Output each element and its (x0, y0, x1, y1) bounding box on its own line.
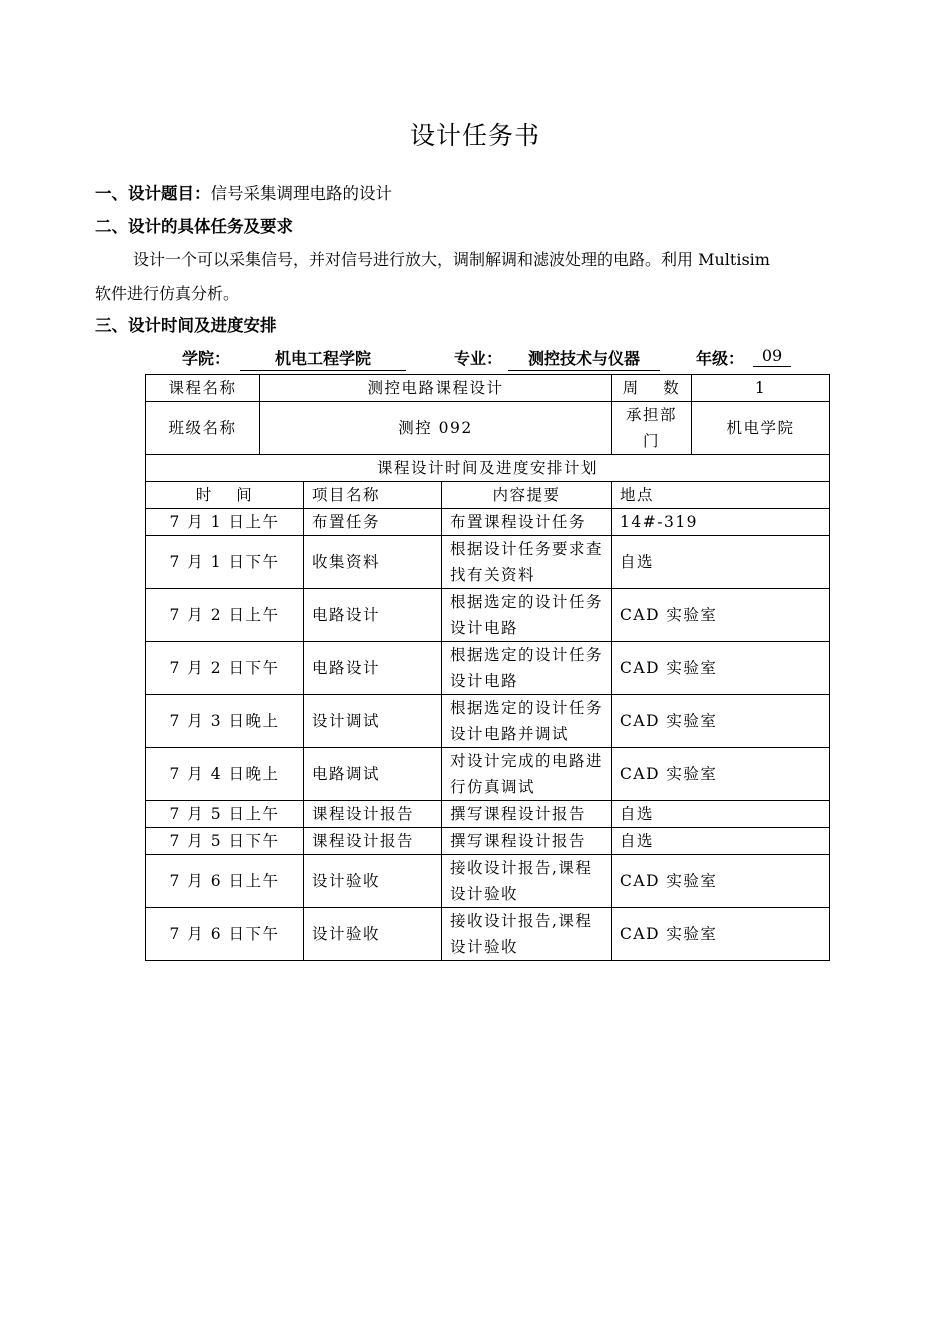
row-location: CAD 实验室 (612, 642, 830, 695)
row-time: 7 月 1 日上午 (146, 509, 304, 536)
weeks-label: 周 数 (612, 375, 692, 402)
course-name-label: 课程名称 (146, 375, 260, 402)
row-time: 7 月 2 日上午 (146, 589, 304, 642)
row-item: 收集资料 (304, 536, 442, 589)
plan-title: 课程设计时间及进度安排计划 (146, 455, 830, 482)
header-content: 内容提要 (442, 482, 612, 509)
row-item: 电路调试 (304, 748, 442, 801)
table-row (146, 828, 830, 855)
table-row (146, 748, 830, 801)
table-row (146, 908, 830, 961)
section-schedule-label: 三、设计时间及进度安排 (95, 316, 277, 335)
row-item: 设计调试 (304, 695, 442, 748)
row-location: 14#-319 (612, 509, 830, 536)
row-item: 电路设计 (304, 589, 442, 642)
table-row (146, 801, 830, 828)
weeks-value: 1 (692, 375, 830, 402)
table-row (146, 695, 830, 748)
section-topic-label: 一、设计题目： (95, 184, 211, 203)
row-content: 接收设计报告,课程设计验收 (442, 855, 612, 908)
row-location: 自选 (612, 536, 830, 589)
row-location: CAD 实验室 (612, 748, 830, 801)
row-item: 设计验收 (304, 855, 442, 908)
row-location: CAD 实验室 (612, 695, 830, 748)
row-location: 自选 (612, 828, 830, 855)
row-item: 课程设计报告 (304, 801, 442, 828)
course-name-value: 测控电路课程设计 (260, 375, 612, 402)
row-time: 7 月 6 日下午 (146, 908, 304, 961)
class-row (146, 402, 830, 455)
row-content: 撰写课程设计报告 (442, 801, 612, 828)
row-item: 设计验收 (304, 908, 442, 961)
row-content: 根据选定的设计任务设计电路 (442, 589, 612, 642)
section-topic-value: 信号采集调理电路的设计 (210, 184, 392, 203)
section-topic (95, 183, 392, 205)
class-label: 班级名称 (146, 402, 260, 455)
row-item: 布置任务 (304, 509, 442, 536)
dept-value: 机电学院 (692, 402, 830, 455)
header-time: 时 间 (146, 482, 304, 509)
course-row (146, 375, 830, 402)
row-time: 7 月 2 日下午 (146, 642, 304, 695)
row-location: CAD 实验室 (612, 855, 830, 908)
table-row (146, 855, 830, 908)
header-row (146, 482, 830, 509)
college-label: 学院： (182, 349, 231, 368)
college-value: 机电工程学院 (240, 346, 406, 371)
schedule-table (145, 374, 830, 961)
section-tasks (95, 216, 293, 238)
table-row (146, 642, 830, 695)
table-row (146, 536, 830, 589)
grade-label: 年级： (696, 349, 745, 368)
row-content: 布置课程设计任务 (442, 509, 612, 536)
row-item: 电路设计 (304, 642, 442, 695)
row-content: 接收设计报告,课程设计验收 (442, 908, 612, 961)
section-schedule (95, 315, 277, 337)
row-time: 7 月 3 日晚上 (146, 695, 304, 748)
row-time: 7 月 1 日下午 (146, 536, 304, 589)
row-time: 7 月 4 日晚上 (146, 748, 304, 801)
header-location: 地点 (612, 482, 830, 509)
row-location: 自选 (612, 801, 830, 828)
row-location: CAD 实验室 (612, 908, 830, 961)
table-row (146, 509, 830, 536)
grade-value: 09 (753, 346, 791, 367)
row-time: 7 月 5 日上午 (146, 801, 304, 828)
section-tasks-label: 二、设计的具体任务及要求 (95, 217, 293, 236)
row-content: 根据选定的设计任务设计电路 (442, 642, 612, 695)
row-item: 课程设计报告 (304, 828, 442, 855)
task-description (95, 243, 885, 311)
plan-title-row (146, 455, 830, 482)
description-line-1: 设计一个可以采集信号，并对信号进行放大，调制解调和滤波处理的电路。利用 Multisim (133, 250, 770, 269)
row-time: 7 月 6 日上午 (146, 855, 304, 908)
row-content: 撰写课程设计报告 (442, 828, 612, 855)
class-value: 测控 092 (260, 402, 612, 455)
page-title: 设计任务书 (409, 121, 540, 150)
dept-label: 承担部门 (612, 402, 692, 455)
row-content: 根据设计任务要求查找有关资料 (442, 536, 612, 589)
table-row (146, 589, 830, 642)
row-content: 根据选定的设计任务设计电路并调试 (442, 695, 612, 748)
row-content: 对设计完成的电路进行仿真调试 (442, 748, 612, 801)
description-line-2: 软件进行仿真分析。 (95, 284, 240, 303)
major-label: 专业： (454, 349, 503, 368)
row-time: 7 月 5 日下午 (146, 828, 304, 855)
row-location: CAD 实验室 (612, 589, 830, 642)
major-value: 测控技术与仪器 (508, 346, 660, 371)
header-item: 项目名称 (304, 482, 442, 509)
